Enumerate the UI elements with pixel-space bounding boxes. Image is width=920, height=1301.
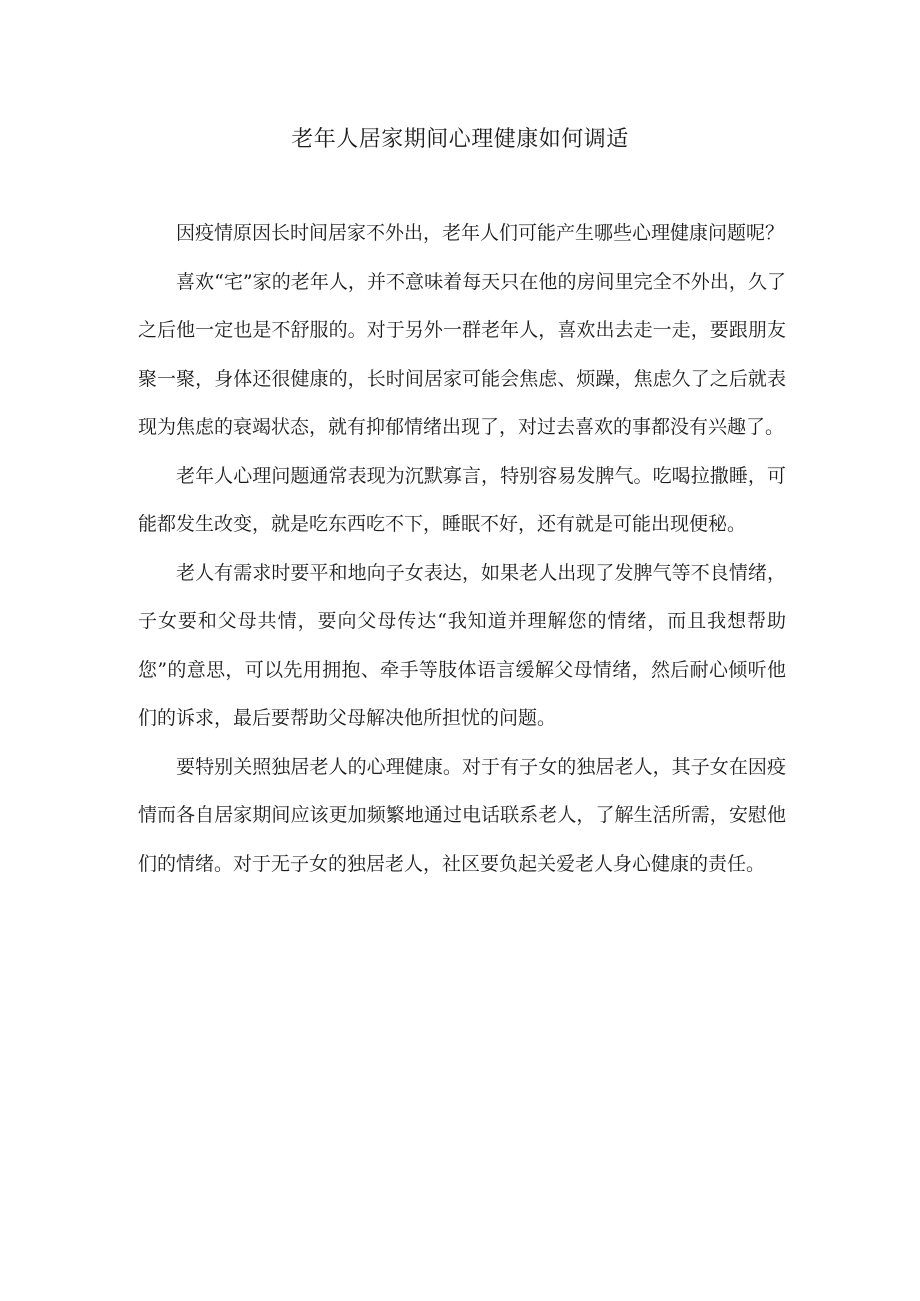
paragraph-4: 老人有需求时要平和地向子女表达，如果老人出现了发脾气等不良情绪，子女要和父母共情，要向父母传达“我知道并理解您的情绪，而且我想帮助您”的意思，可以先用拥抱、牵手等肢体语言缓解父母情绪，然后耐心倾听他们的诉求，最后要帮助父母解决他所担忧的问题。 [138, 561, 786, 729]
document-title: 老年人居家期间心理健康如何调适 [291, 127, 629, 152]
paragraph-3: 老年人心理问题通常表现为沉默寡言，特别容易发脾气。吃喝拉撒睡，可能都发生改变，就是吃东西吃不下，睡眠不好，还有就是可能出现便秘。 [138, 464, 786, 535]
paragraph-2: 喜欢“宅”家的老年人，并不意味着每天只在他的房间里完全不外出，久了之后他一定也是不舒服的。对于另外一群老年人，喜欢出去走一走，要跟朋友聚一聚，身体还很健康的，长时间居家可能会焦虑、烦躁，焦虑久了之后就表现为焦虑的衰竭状态，就有抑郁情绪出现了，对过去喜欢的事都没有兴趣了。 [138, 270, 786, 438]
document-body [138, 209, 786, 888]
paragraph-1: 因疫情原因长时间居家不外出，老年人们可能产生哪些心理健康问题呢？ [176, 222, 785, 244]
paragraph-5: 要特别关照独居老人的心理健康。对于有子女的独居老人，其子女在因疫情而各自居家期间应该更加频繁地通过电话联系老人，了解生活所需，安慰他们的情绪。对于无子女的独居老人，社区要负起关爱老人身心健康的责任。 [138, 755, 786, 875]
